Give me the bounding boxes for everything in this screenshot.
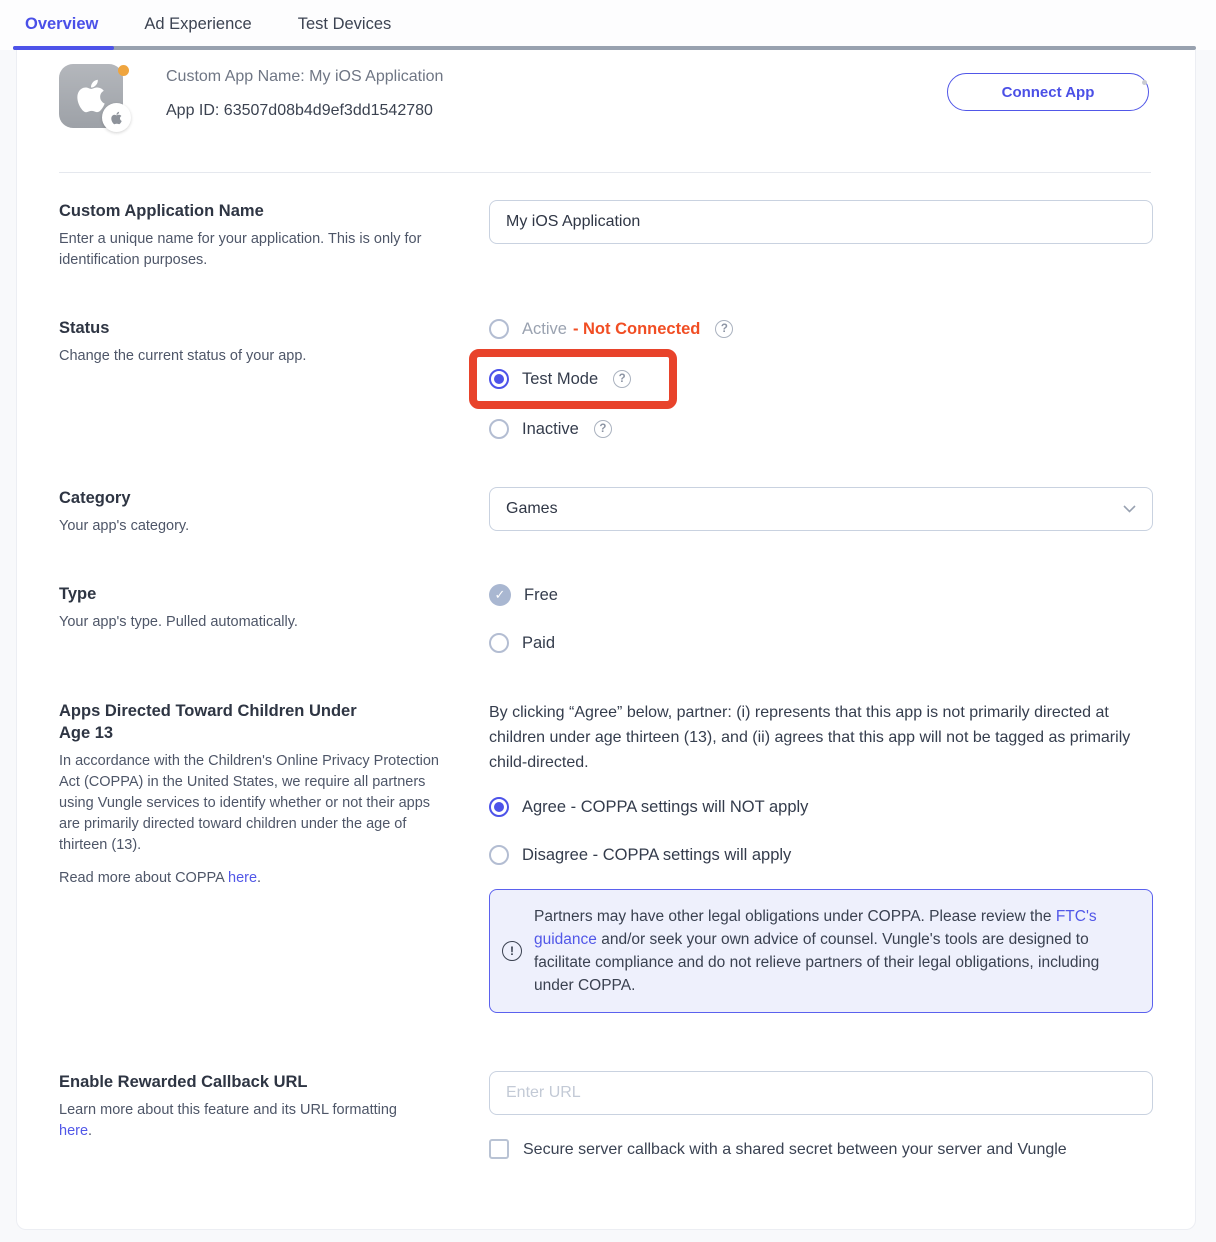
secure-callback-option xyxy=(489,1137,1153,1162)
type-description: Your app's type. Pulled automatically. xyxy=(59,614,298,630)
chevron-down-icon xyxy=(1123,505,1136,513)
radio-paid xyxy=(489,633,509,653)
status-option-active[interactable] xyxy=(489,317,1151,341)
callback-label: Enable Rewarded Callback URL xyxy=(59,1073,308,1091)
coppa-info-box xyxy=(489,889,1153,1013)
ftc-guidance-link[interactable]: FTC's guidance xyxy=(534,908,1097,948)
coppa-option-agree[interactable] xyxy=(489,795,1153,819)
status-option-test-mode[interactable] xyxy=(489,367,631,391)
connect-app-button[interactable]: Connect App xyxy=(947,73,1149,111)
secure-callback-checkbox[interactable] xyxy=(489,1139,509,1159)
coppa-label: Apps Directed Toward Children Under Age 13 xyxy=(59,702,357,742)
help-icon[interactable]: ? xyxy=(594,420,612,438)
callback-url-input[interactable] xyxy=(489,1071,1153,1115)
help-icon[interactable]: ? xyxy=(613,370,631,388)
radio-inactive-label: Inactive xyxy=(522,419,579,438)
overview-card xyxy=(16,50,1196,1230)
custom-app-name-text: Custom App Name: My iOS Application xyxy=(166,68,444,85)
header-divider xyxy=(59,172,1151,173)
secure-callback-label: Secure server callback with a shared secret between your server and Vungle xyxy=(523,1141,1067,1158)
category-row xyxy=(17,487,1195,537)
app-icon xyxy=(59,64,123,128)
radio-agree[interactable] xyxy=(489,797,509,817)
callback-row xyxy=(17,1071,1195,1162)
category-description: Your app's category. xyxy=(59,518,190,534)
type-option-free xyxy=(489,583,1151,607)
type-paid-label: Paid xyxy=(522,633,556,652)
type-row xyxy=(17,583,1195,655)
coppa-row xyxy=(17,700,1195,1013)
status-option-inactive[interactable] xyxy=(489,417,1151,441)
apple-badge-icon xyxy=(102,103,131,132)
coppa-description: In accordance with the Children's Online Privacy Protection Act (COPPA) in the United States, we require all partners using Vungle services to identify whether or not their apps are primarily directed toward children under the age of thirteen (13). xyxy=(59,753,439,853)
app-header xyxy=(59,64,1151,128)
coppa-disagree-label: Disagree - COPPA settings will apply xyxy=(522,845,792,864)
type-free-label: Free xyxy=(524,585,558,604)
custom-name-input[interactable] xyxy=(489,200,1153,244)
coppa-read-more: Read more about COPPA here. xyxy=(59,870,262,886)
tab-ad-experience[interactable]: Ad Experience xyxy=(144,15,252,33)
radio-disagree[interactable] xyxy=(489,845,509,865)
custom-name-label: Custom Application Name xyxy=(59,202,264,220)
coppa-info-text: Partners may have other legal obligations under COPPA. Please review the FTC's guidance and/or seek your own advice of counsel. Vungle's tools are designed to facilitate compliance and do not relieve partners of their legal obligations, including under COPPA. xyxy=(534,908,1100,994)
exclamation-circle-icon: ! xyxy=(502,941,522,961)
coppa-here-link[interactable]: here xyxy=(228,870,258,886)
tab-test-devices[interactable]: Test Devices xyxy=(297,15,392,33)
category-value: Games xyxy=(506,500,558,517)
annotation-highlight-box xyxy=(469,349,677,409)
category-select[interactable] xyxy=(489,487,1153,531)
status-description: Change the current status of your app. xyxy=(59,348,307,364)
check-circle-icon: ✓ xyxy=(489,584,511,606)
type-label: Type xyxy=(59,585,97,603)
coppa-option-disagree[interactable] xyxy=(489,843,1153,867)
radio-test-mode[interactable] xyxy=(489,369,509,389)
callback-description: Learn more about this feature and its URL formatting here. xyxy=(59,1102,397,1139)
tab-underline-active xyxy=(13,46,114,50)
radio-active[interactable] xyxy=(489,319,509,339)
custom-name-row xyxy=(17,200,1195,271)
radio-active-label: Active xyxy=(522,319,567,338)
tab-bar xyxy=(0,0,1216,50)
status-label: Status xyxy=(59,319,110,337)
callback-here-link[interactable]: here xyxy=(59,1123,89,1139)
status-row xyxy=(17,317,1195,441)
custom-name-description: Enter a unique name for your application. This is only for identification purposes. xyxy=(59,231,422,268)
radio-inactive[interactable] xyxy=(489,419,509,439)
not-connected-badge: - Not Connected xyxy=(572,319,701,338)
coppa-agreement-text: By clicking “Agree” below, partner: (i) represents that this app is not primarily directed at children under age thirteen (13), and (ii) agrees that this app will not be tagged as primarily child-directed. xyxy=(489,704,1131,771)
radio-test-mode-label: Test Mode xyxy=(522,369,599,388)
category-label: Category xyxy=(59,489,131,507)
status-dot xyxy=(118,65,129,76)
coppa-agree-label: Agree - COPPA settings will NOT apply xyxy=(522,797,809,816)
type-option-paid xyxy=(489,631,1151,655)
tab-overview[interactable]: Overview xyxy=(25,15,99,33)
corner-dot xyxy=(1142,80,1147,85)
help-icon[interactable]: ? xyxy=(715,320,733,338)
app-id-text: App ID: 63507d08b4d9ef3dd1542780 xyxy=(166,102,433,119)
